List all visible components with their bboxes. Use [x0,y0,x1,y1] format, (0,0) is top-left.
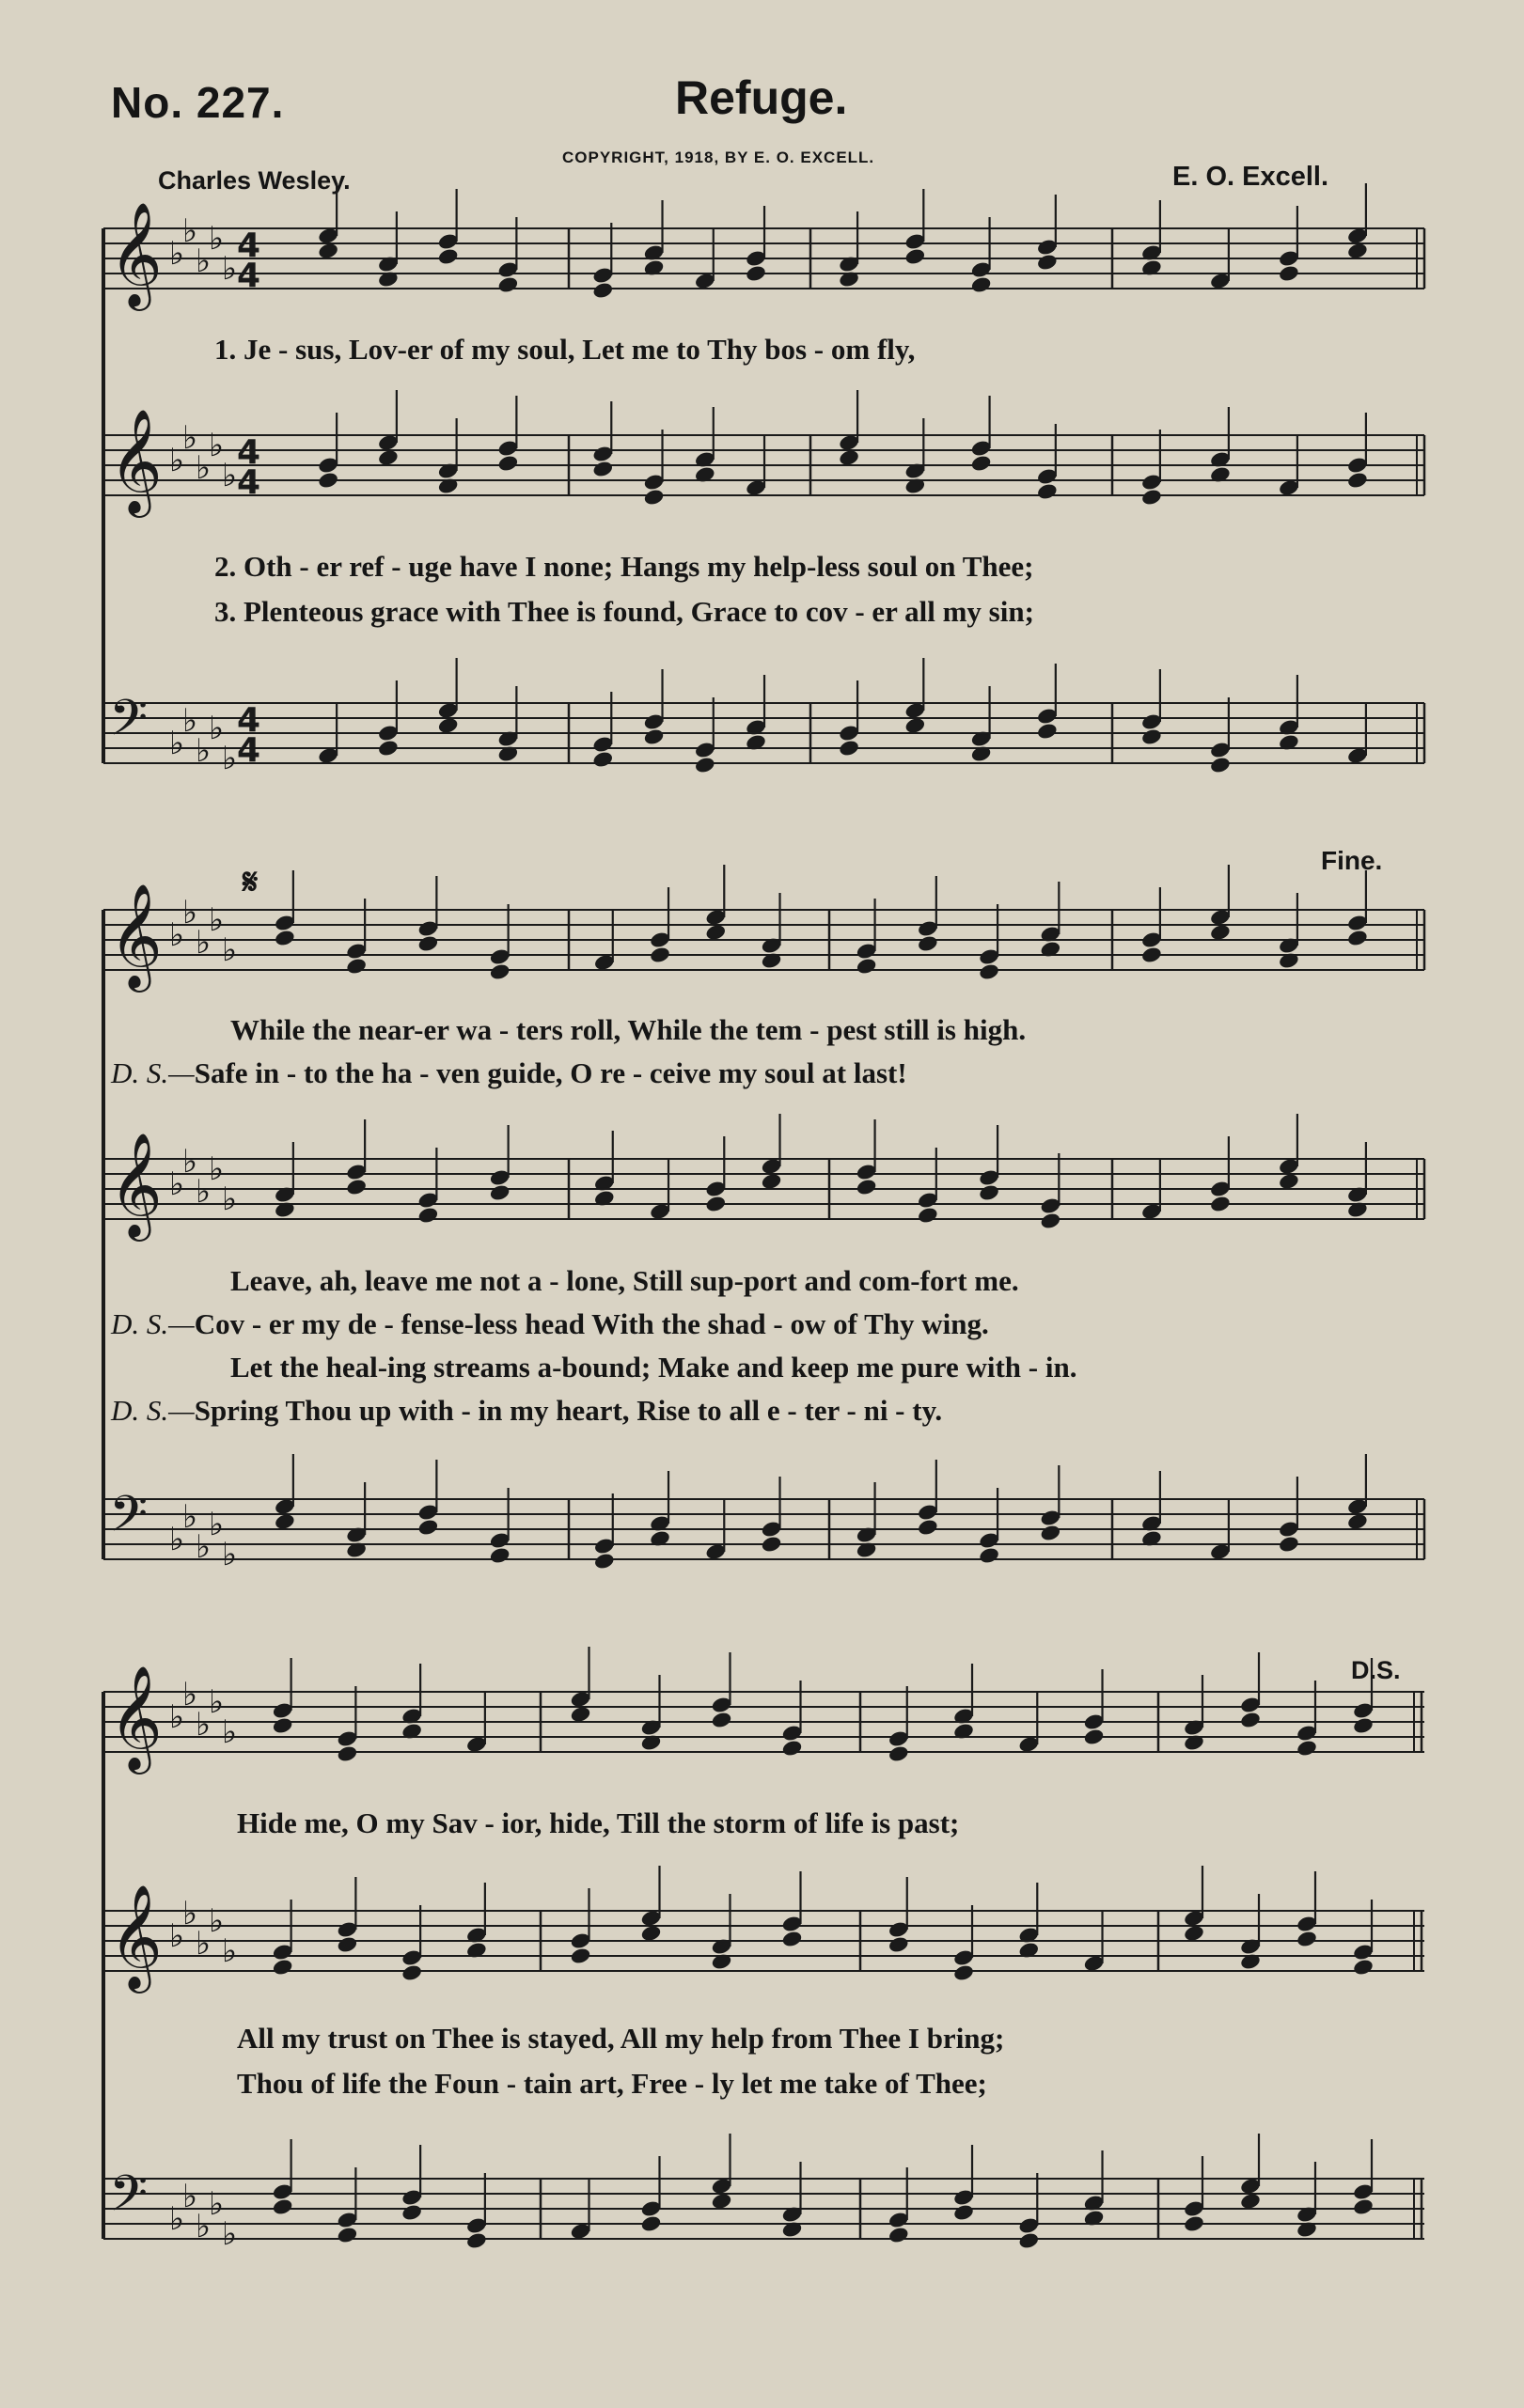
lyric-verse1-ds [111,1056,907,1090]
treble-clef-icon: 𝄞 [109,201,163,306]
note [417,876,440,953]
flat-icon: ♭ [209,710,225,747]
flat-icon: ♭ [222,1181,238,1218]
ds-marking: D.S. [1351,1656,1401,1684]
lyric-verse3-line3: Thou of life the Foun - tain art, Free - ly let me take of Thee; [237,2067,987,2100]
note [272,2139,294,2216]
treble-clef-icon: 𝄞 [109,883,163,988]
flat-icon: ♭ [196,1706,212,1743]
flat-icon: ♭ [169,725,185,762]
note [1183,1675,1205,1752]
note [952,1664,975,1741]
copyright-notice: COPYRIGHT, 1918, BY E. O. EXCELL. [562,149,875,166]
note [437,658,460,735]
flat-icon: ♭ [182,1676,198,1713]
note [904,658,927,735]
note [1040,1153,1062,1230]
note [437,189,460,266]
note [643,669,666,746]
flat-icon: ♭ [222,931,238,969]
note [761,893,783,970]
note [1040,882,1062,959]
time-signature-digit: 4 [237,227,261,265]
staff [103,1692,1424,1752]
note [904,418,927,495]
note [711,1652,733,1729]
flat-icon: ♭ [169,442,185,479]
flat-icon: ♭ [222,250,238,288]
flat-icon: ♭ [196,242,212,280]
flat-icon: ♭ [209,1683,225,1721]
flat-icon: ♭ [196,2208,212,2245]
flat-icon: ♭ [169,1917,185,1955]
bass-clef-icon: 𝄢 [109,1486,149,1556]
note [1346,870,1369,947]
note [1278,1114,1300,1191]
note [1040,1465,1062,1542]
note [401,1664,423,1741]
flat-icon: ♭ [182,1498,198,1536]
lyric-verse2-ds [111,1307,989,1341]
note [704,865,727,942]
flat-icon: ♭ [209,901,225,939]
flat-icon: ♭ [196,1173,212,1211]
note [970,686,993,763]
note [1209,407,1232,484]
note [1140,1471,1163,1548]
note [649,1471,671,1548]
note [640,1675,663,1752]
note [694,697,716,774]
note [952,1905,975,1982]
note [781,2162,804,2239]
ds-prefix: D. S.— [111,1056,195,1089]
note [978,1125,1000,1202]
flat-icon: ♭ [169,1521,185,1558]
time-signature-digit: 4 [237,433,261,472]
flat-icon: ♭ [169,916,185,954]
lyric-verse1-line2: While the near-er wa - ters roll, While the tem - pest still is high. [230,1013,1027,1046]
note [1239,2134,1262,2211]
author-credit: Charles Wesley. [158,166,351,195]
note [377,390,400,467]
note [593,1493,616,1571]
ds-text: Cov - er my de - fense-less head With the shad - ow of Thy wing. [194,1307,989,1340]
note [337,1686,359,1763]
note [1296,2162,1318,2239]
staff [103,2179,1424,2239]
flat-icon: ♭ [182,2178,198,2215]
lyric-verse2-line2: Leave, ah, leave me not a - lone, Still sup-port and com-fort me. [230,1264,1019,1297]
time-signature-digit: 4 [237,257,261,295]
flat-icon: ♭ [209,427,225,464]
note [401,2145,423,2222]
time-signature-digit: 4 [237,731,261,770]
flat-icon: ♭ [209,220,225,258]
note [978,904,1000,981]
note [274,870,296,947]
time-signature-digit: 4 [237,463,261,502]
note [1296,1871,1318,1948]
note [272,1658,294,1735]
lyric-verse2-line1: 2. Oth - er ref - uge have I none; Hangs my help-less soul on Thee; [214,550,1034,583]
note [1017,2173,1040,2250]
note [593,1131,616,1208]
note [489,1125,511,1202]
note [1140,430,1163,507]
flat-icon: ♭ [182,1895,198,1932]
flat-icon: ♭ [222,1713,238,1751]
lyric-verse1-line3: Hide me, O my Sav - ior, hide, Till the storm of life is past; [237,1806,960,1839]
note [781,1871,804,1948]
note [1183,1866,1205,1943]
note [417,1460,440,1537]
note [838,211,860,289]
lyric-verse1-line1: 1. Je - sus, Lov-er of my soul, Let me to Thy bos - om fly, [214,333,916,366]
note [745,675,767,752]
note [337,1877,359,1954]
note [888,1877,910,1954]
note [345,1119,368,1196]
note [1346,1142,1369,1219]
flat-icon: ♭ [182,212,198,250]
treble-clef-icon: 𝄞 [109,1665,163,1770]
flat-icon: ♭ [222,740,238,777]
ds-prefix: D. S.— [111,1394,195,1427]
note [591,223,614,300]
note [274,1142,296,1219]
note [1346,183,1369,260]
note [1209,697,1232,774]
bass-clef-icon: 𝄢 [109,690,149,759]
note [970,396,993,473]
note [274,1454,296,1531]
note [345,1482,368,1559]
note [497,396,520,473]
note [1239,1894,1262,1971]
note [465,2173,488,2250]
flat-icon: ♭ [196,1925,212,1962]
note [489,904,511,981]
lyric-verse3-line2: Let the heal-ing streams a-bound; Make and keep me pure with - in. [230,1351,1077,1384]
note [437,418,460,495]
flat-icon: ♭ [196,924,212,962]
flat-icon: ♭ [182,894,198,931]
flat-icon: ♭ [222,2215,238,2253]
treble-clef-icon: 𝄞 [109,1132,163,1237]
flat-icon: ♭ [169,1165,185,1203]
hymn-title: Refuge. [675,71,848,124]
flat-icon: ♭ [209,1902,225,1940]
note [1083,2150,1106,2228]
note [952,2145,975,2222]
note [497,686,520,763]
flat-icon: ♭ [169,2200,185,2238]
note [1278,893,1300,970]
note [694,407,716,484]
note [377,211,400,289]
flat-icon: ♭ [196,1528,212,1566]
ds-text: Spring Thou up with - in my heart, Rise to all e - ter - ni - ty. [194,1394,943,1427]
note [1036,664,1059,741]
composer-credit: E. O. Excell. [1172,162,1329,192]
note [643,430,666,507]
note [1352,2139,1375,2216]
note [838,390,860,467]
flat-icon: ♭ [222,457,238,494]
note [640,1866,663,1943]
flat-icon: ♭ [222,1536,238,1573]
flat-icon: ♭ [209,1506,225,1543]
flat-icon: ♭ [209,2185,225,2223]
time-signature-digit: 4 [237,701,261,740]
note [1036,195,1059,272]
note [904,189,927,266]
note [711,1894,733,1971]
note [1140,669,1163,746]
lyric-verse2-line3: All my trust on Thee is stayed, All my help from Thee I bring; [237,2022,1005,2055]
note [317,183,339,260]
note [856,1119,878,1196]
flat-icon: ♭ [196,449,212,487]
hymn-number: No. 227. [111,78,285,127]
bass-clef-icon: 𝄢 [109,2166,149,2235]
note [917,1460,939,1537]
treble-clef-icon: 𝄞 [109,408,163,513]
note [856,1482,878,1559]
note [1239,1652,1262,1729]
ds-text: Safe in - to the ha - ven guide, O re - ceive my soul at last! [194,1056,907,1089]
flat-icon: ♭ [182,702,198,740]
flat-icon: ♭ [182,419,198,457]
lyric-verse3-line1: 3. Plenteous grace with Thee is found, Grace to cov - er all my sin; [214,595,1034,628]
fine-marking: Fine. [1321,846,1383,875]
note [591,401,614,478]
note [401,1905,423,1982]
note [1346,1454,1369,1531]
flat-icon: ♭ [196,732,212,770]
note [888,1686,910,1763]
treble-clef-icon: 𝄞 [109,1884,163,1989]
lyric-verse3-ds [111,1394,942,1428]
note [465,1883,488,1960]
ds-prefix: D. S.— [111,1307,195,1340]
note [570,1647,592,1724]
note [1017,1883,1040,1960]
note [917,876,939,953]
flat-icon: ♭ [182,1143,198,1181]
note [1140,200,1163,277]
note [1278,675,1300,752]
flat-icon: ♭ [169,1698,185,1736]
note [643,200,666,277]
note [761,1114,783,1191]
flat-icon: ♭ [169,235,185,273]
flat-icon: ♭ [209,1150,225,1188]
segno-sign: 𝄋 [243,863,259,902]
flat-icon: ♭ [222,1932,238,1970]
note [711,2134,733,2211]
note [1209,865,1232,942]
staff [103,1911,1424,1971]
